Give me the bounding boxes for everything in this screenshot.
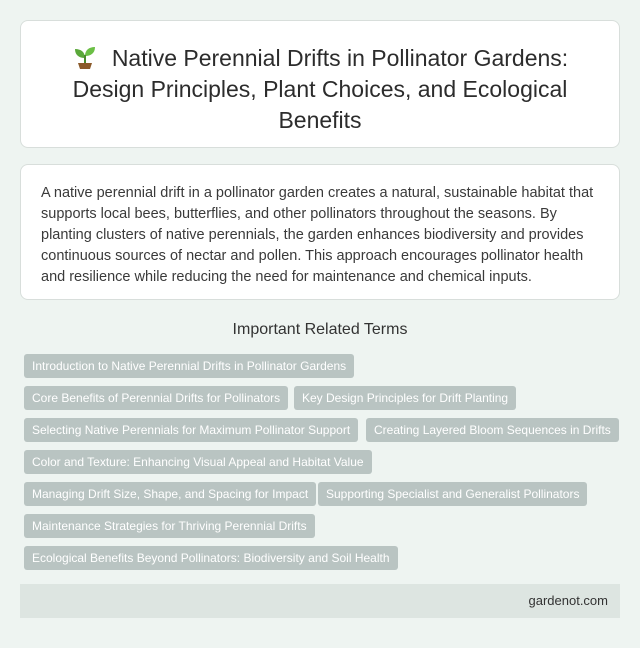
related-term-tag[interactable]: Maintenance Strategies for Thriving Perennial Drifts <box>24 514 315 538</box>
related-term-tag[interactable]: Ecological Benefits Beyond Pollinators: Biodiversity and Soil Health <box>24 546 398 570</box>
related-terms-heading: Important Related Terms <box>232 321 408 338</box>
related-term-tag[interactable]: Managing Drift Size, Shape, and Spacing for Impact <box>24 482 316 506</box>
footer <box>20 584 620 618</box>
page-title-text: Native Perennial Drifts in Pollinator Gardens: Design Principles, Plant Choices, and Ecological Benefits <box>72 45 569 133</box>
related-term-tag[interactable]: Core Benefits of Perennial Drifts for Pollinators <box>24 386 288 410</box>
related-term-tag[interactable]: Color and Texture: Enhancing Visual Appeal and Habitat Value <box>24 450 372 474</box>
related-term-tag[interactable]: Key Design Principles for Drift Planting <box>294 386 516 410</box>
related-term-tag[interactable]: Creating Layered Bloom Sequences in Drifts <box>366 418 619 442</box>
related-term-tag[interactable]: Selecting Native Perennials for Maximum Pollinator Support <box>24 418 358 442</box>
footer-site-link[interactable]: gardenot.com <box>528 593 608 608</box>
related-term-tag[interactable]: Supporting Specialist and Generalist Pollinators <box>318 482 587 506</box>
related-term-tag[interactable]: Introduction to Native Perennial Drifts in Pollinator Gardens <box>24 354 354 378</box>
intro-paragraph: A native perennial drift in a pollinator garden creates a natural, sustainable habitat that supports local bees, butterflies, and other pollinators throughout the seasons. By planting clusters of native perennials, the garden enhances biodiversity and provides continuous sources of nectar and pollen. This approach encourages pollinator health and resilience while reducing the need for maintenance and chemical inputs. <box>41 185 594 285</box>
